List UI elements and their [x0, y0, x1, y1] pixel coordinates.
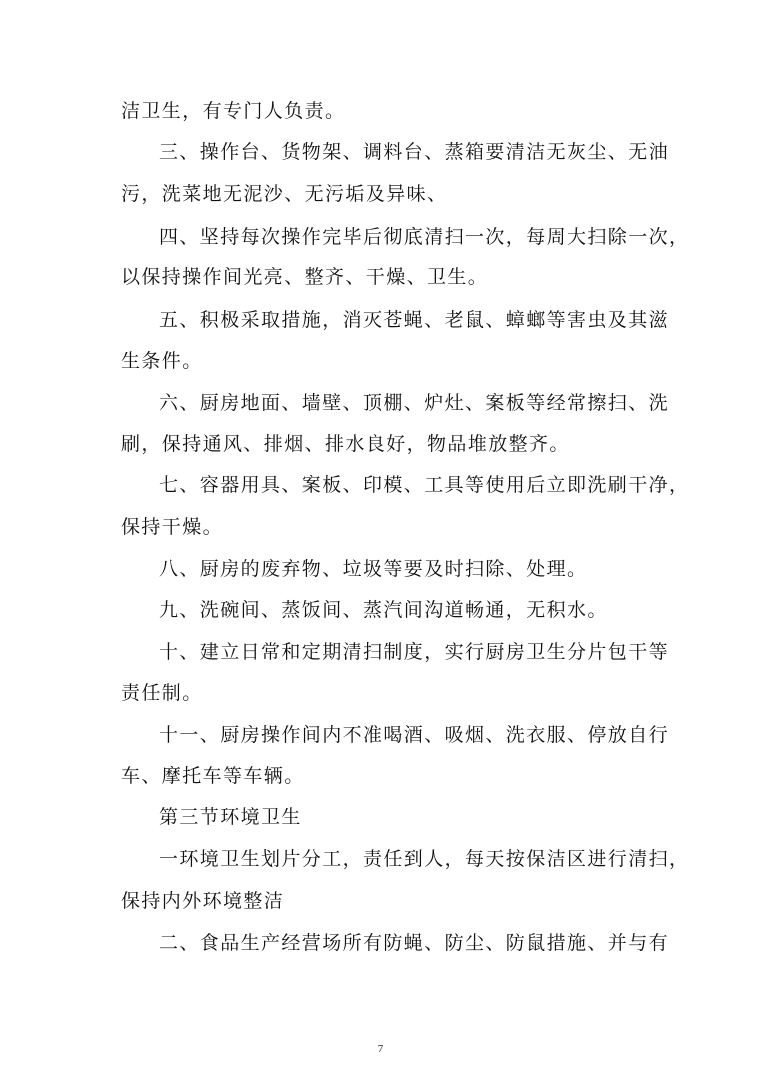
- page-number: 7: [377, 1043, 384, 1055]
- text-line: 刷，保持通风、排烟、排水良好，物品堆放整齐。: [121, 433, 570, 455]
- text-line: 车、摩托车等车辆。: [121, 765, 305, 787]
- text-line: 二、食品生产经营场所有防蝇、防尘、防鼠措施、并与有: [159, 932, 670, 954]
- section-heading: 第三节环境卫生: [159, 806, 302, 828]
- text-line: 污，洗菜地无泥沙、无污垢及异味、: [121, 183, 448, 205]
- text-line: 责任制。: [121, 682, 203, 704]
- text-line: 四、坚持每次操作完毕后彻底清扫一次，每周大扫除一次，: [159, 226, 690, 248]
- text-line: 七、容器用具、案板、印模、工具等使用后立即洗刷干净，: [159, 474, 690, 496]
- text-line: 五、积极采取措施，消灭苍蝇、老鼠、蟑螂等害虫及其滋: [159, 309, 670, 331]
- text-line: 生条件。: [121, 350, 203, 372]
- text-line: 六、厨房地面、墙壁、顶棚、炉灶、案板等经常擦扫、洗: [159, 392, 670, 414]
- text-line: 十一、厨房操作间内不准喝酒、吸烟、洗衣服、停放自行: [159, 724, 670, 746]
- text-line: 九、洗碗间、蒸饭间、蒸汽间沟道畅通，无积水。: [159, 599, 608, 621]
- text-line: 八、厨房的废弃物、垃圾等要及时扫除、处理。: [159, 558, 588, 580]
- text-line: 一环境卫生划片分工，责任到人，每天按保洁区进行清扫，: [159, 848, 690, 870]
- text-line: 保持内外环境整洁: [121, 890, 285, 912]
- text-line: 以保持操作间光亮、整齐、干燥、卫生。: [121, 266, 489, 288]
- text-line: 十、建立日常和定期清扫制度，实行厨房卫生分片包干等: [159, 641, 670, 663]
- text-line: 保持干燥。: [121, 516, 224, 538]
- text-line: 三、操作台、货物架、调料台、蒸箱要清洁无灰尘、无油: [159, 141, 670, 163]
- text-line: 洁卫生，有专门人负责。: [121, 100, 346, 122]
